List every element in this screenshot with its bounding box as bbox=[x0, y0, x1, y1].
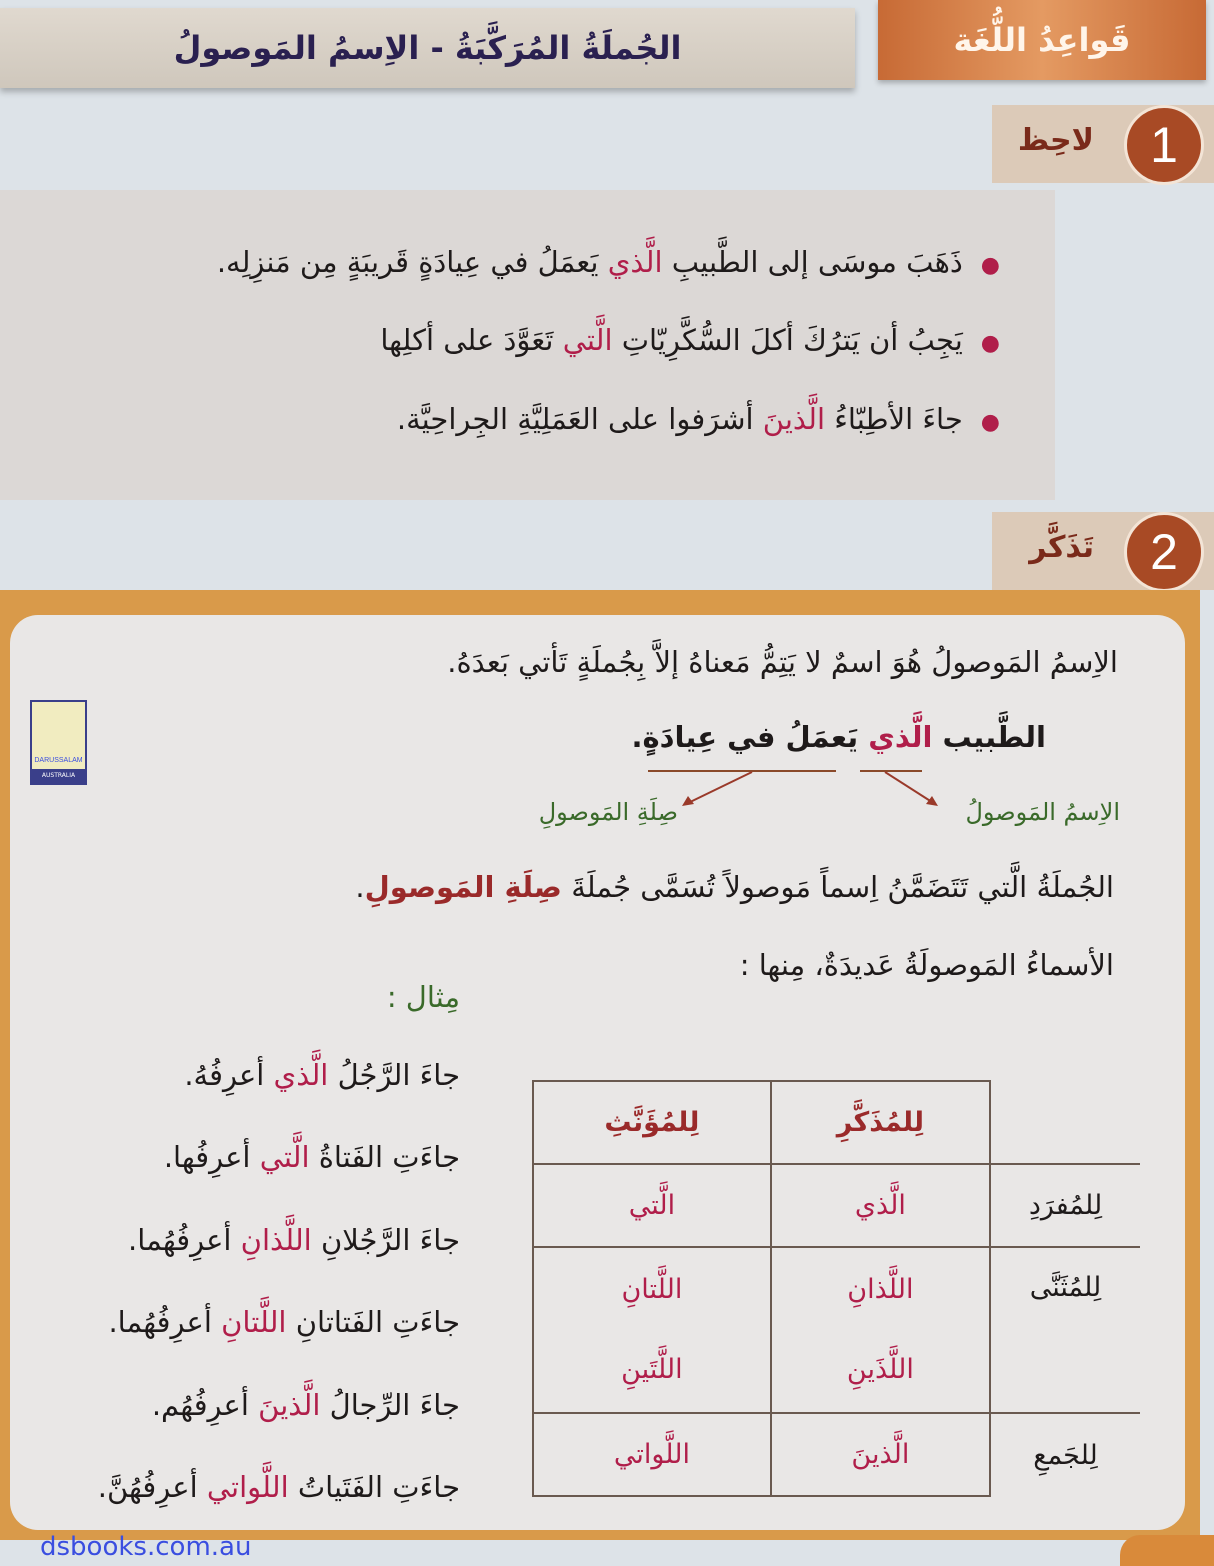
section-2-header bbox=[992, 512, 1214, 590]
many-relatives: الأسماءُ المَوصولَةُ عَديدَةٌ، مِنها : bbox=[739, 948, 1114, 982]
sentence-3: ●جاءَ الأطِبّاءُ الَّذينَ أشرَفوا على العَمَلِيَّةِ الجِراحِيَّة. bbox=[396, 402, 1000, 436]
definition: الاِسمُ المَوصولُ هُوَ اسمٌ لا يَتِمُّ مَعناهُ إلاَّ بِجُملَةٍ تَأتي بَعدَهُ. bbox=[447, 645, 1118, 679]
example-5: جاءَ الرِّجالُ الَّذينَ أعرِفُهُم. bbox=[151, 1388, 460, 1422]
example-6: جاءَتِ الفَتَياتُ اللَّواتي أعرِفُهُنَّ. bbox=[97, 1470, 460, 1504]
publisher-logo: DARUSSALAM AUSTRALIA bbox=[30, 700, 87, 785]
bullet-icon: ● bbox=[980, 253, 1000, 278]
relative-pronouns-table bbox=[532, 1080, 1140, 1497]
rule: الجُملَةُ الَّتي تَتَضَمَّنُ اِسماً مَوصولاً تُسَمَّى جُملَةَ صِلَةِ المَوصولِ. bbox=[355, 870, 1114, 904]
example-2: جاءَتِ الفَتاةُ الَّتي أعرِفُها. bbox=[163, 1140, 460, 1174]
sentence-1: ●ذَهَبَ موسَى إلى الطَّبيبِ الَّذي يَعمَلُ في عِيادَةٍ قَريبَةٍ مِن مَنزِلِه. bbox=[216, 245, 1000, 279]
watermark-url: dsbooks.com.au bbox=[40, 1532, 252, 1562]
bullet-icon: ● bbox=[980, 331, 1000, 356]
arrowhead-icon bbox=[926, 796, 938, 806]
page-corner bbox=[1120, 1535, 1214, 1566]
sentence-2: ●يَجِبُ أن يَترُكَ أكلَ السُّكَّرِيّاتِ الَّتي تَعَوَّدَ على أكلِها bbox=[380, 323, 1000, 357]
arrow-clause bbox=[686, 772, 752, 804]
section-1-header bbox=[992, 105, 1214, 183]
example-3: جاءَ الرَّجُلانِ اللَّذانِ أعرِفُهُما. bbox=[128, 1223, 460, 1257]
label-relative-noun: الاِسمُ المَوصولُ bbox=[965, 798, 1120, 826]
example-label: مِثال : bbox=[386, 980, 460, 1014]
chapter-tab bbox=[878, 0, 1206, 80]
chapter-tab-label: قَواعِدُ اللُّغَة bbox=[953, 21, 1131, 59]
lesson-title-banner bbox=[0, 8, 855, 88]
arrows bbox=[670, 768, 950, 818]
table-row: لِلجَمعِ الَّذينَ اللَّواتي bbox=[533, 1413, 1140, 1496]
example-sentence: الطَّبيب الَّذي يَعمَلُ في عِيادَةٍ. bbox=[631, 720, 1046, 754]
example-4: جاءَتِ الفَتاتانِ اللَّتانِ أعرِفُهُما. bbox=[108, 1305, 460, 1339]
section-2-number: 2 bbox=[1124, 512, 1204, 592]
header-feminine: لِلمُؤَنَّثِ bbox=[533, 1081, 771, 1164]
table-row: لِلمُفرَدِ الَّذي الَّتي bbox=[533, 1164, 1140, 1247]
example-1: جاءَ الرَّجُلُ الَّذي أعرِفُهُ. bbox=[184, 1058, 460, 1092]
header-masculine: لِلمُذَكَّرِ bbox=[771, 1081, 990, 1164]
arrow-relative bbox=[885, 772, 935, 804]
table-header-row bbox=[533, 1081, 1140, 1164]
observe-panel bbox=[0, 190, 1055, 500]
section-1-label: لاحِظ bbox=[1017, 123, 1094, 158]
table-row: لِلمُثَنَّى اللَّذانِ اللَّذَينِ اللَّتانِ اللَّتَينِ bbox=[533, 1247, 1140, 1413]
section-2-label: تَذَكَّر bbox=[1029, 530, 1094, 565]
label-relative-clause: صِلَةِ المَوصولِ bbox=[538, 798, 678, 826]
bullet-icon: ● bbox=[980, 410, 1000, 435]
section-1-number: 1 bbox=[1124, 105, 1204, 185]
lesson-title: الجُملَةُ المُرَكَّبَةُ - الاِسمُ المَوصولُ bbox=[173, 29, 682, 67]
